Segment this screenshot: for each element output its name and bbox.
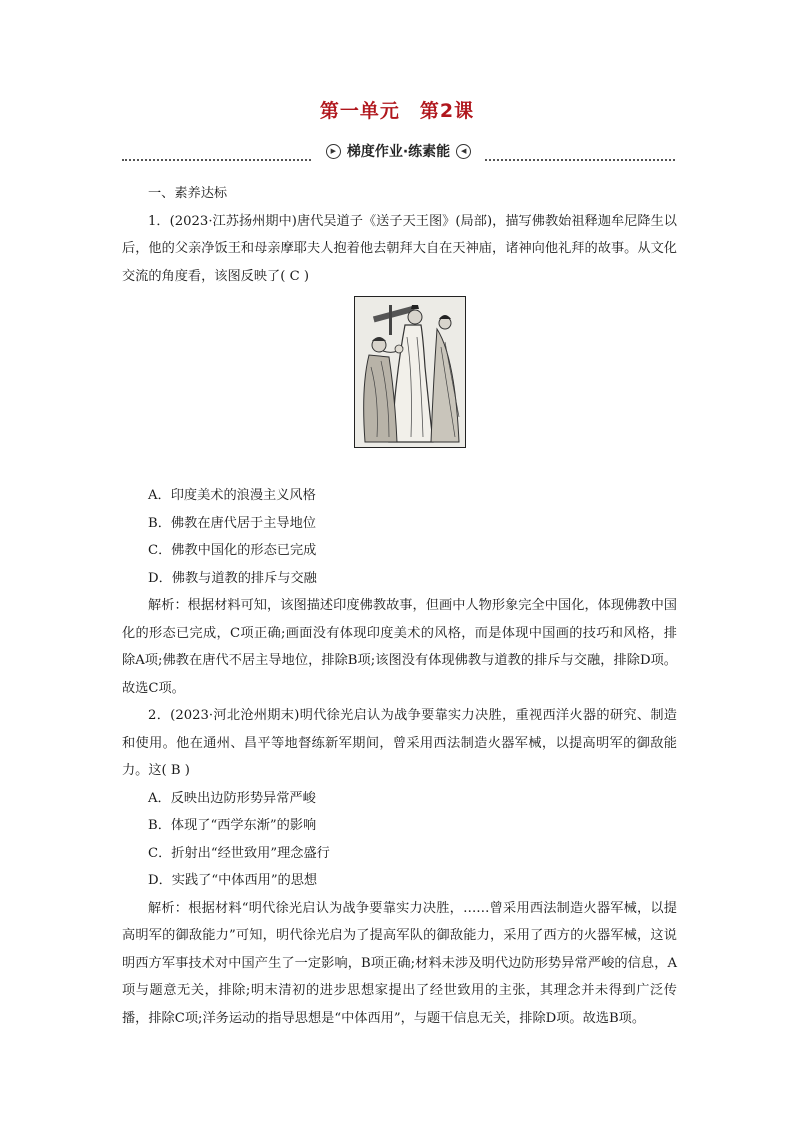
section-title: 一、素养达标 xyxy=(148,186,228,201)
painting-illustration-icon xyxy=(354,296,466,448)
document-body xyxy=(122,180,677,1032)
question-2-option-b: B．体现了“西学东渐”的影响 xyxy=(148,818,317,833)
play-right-icon: ▶ xyxy=(326,144,341,159)
question-2-analysis: 解析：根据材料“明代徐光启认为战争要靠实力决胜，……曾采用西法制造火器军械，以提高明军的御敌能力”可知，明代徐光启为了提高军队的御敌能力，采用了西方的火器军械，这说明西方军事技术对中国产生了一定影响，B项正确;材料未涉及明代边防形势异常严峻的信息，A项与题意无关，排除;明末清初的进步思想家提出了经世致用的主张，其理念并未得到广泛传播，排除C项;洋务运动的指导思想是“中体西用”，与题干信息无关，排除D项。故选B项。 xyxy=(122,900,677,1026)
question-2-option-d: D．实践了“中体西用”的思想 xyxy=(148,873,318,888)
question-1-option-a: A．印度美术的浪漫主义风格 xyxy=(148,488,316,503)
question-1-option-c: C．佛教中国化的形态已完成 xyxy=(148,543,317,558)
question-1-option-d: D．佛教与道教的排斥与交融 xyxy=(148,570,317,586)
play-left-icon: ◀ xyxy=(456,144,471,159)
question-2-option-a: A．反映出边防形势异常严峻 xyxy=(148,790,316,806)
banner-label: 梯度作业·练素能 xyxy=(346,144,451,160)
question-1-stem: 1．(2023·江苏扬州期中)唐代吴道子《送子天王图》(局部)，描写佛教始祖释迦牟尼降生以后，他的父亲净饭王和母亲摩耶夫人抱着他去朝拜大自在天神庙，诸神向他礼拜的故事。从文化交流的角度看，该图反映了( C ) xyxy=(122,213,677,284)
banner-label-wrap xyxy=(312,141,485,161)
figure-area xyxy=(122,292,677,478)
question-1-analysis: 解析：根据材料可知，该图描述印度佛教故事，但画中人物形象完全中国化，体现佛教中国化的形态已完成，C项正确;画面没有体现印度美术的风格，而是体现中国画的技巧和风格，排除A项;佛教在唐代不居主导地位，排除B项;该图没有体现佛教与道教的排斥与交融，排除D项。故选C项。 xyxy=(122,598,677,696)
question-2-option-c: C．折射出“经世致用”理念盛行 xyxy=(148,845,330,861)
section-banner xyxy=(122,141,675,163)
question-2-stem: 2．(2023·河北沧州期末)明代徐光启认为战争要靠实力决胜，重视西洋火器的研究、制造和使用。他在通州、昌平等地督练新军期间，曾采用西法制造火器军械，以提高明军的御敌能力。这( B ) xyxy=(122,708,677,778)
question-1-option-b: B．佛教在唐代居于主导地位 xyxy=(148,515,316,531)
page-title: 第一单元 第2课 xyxy=(319,100,475,122)
